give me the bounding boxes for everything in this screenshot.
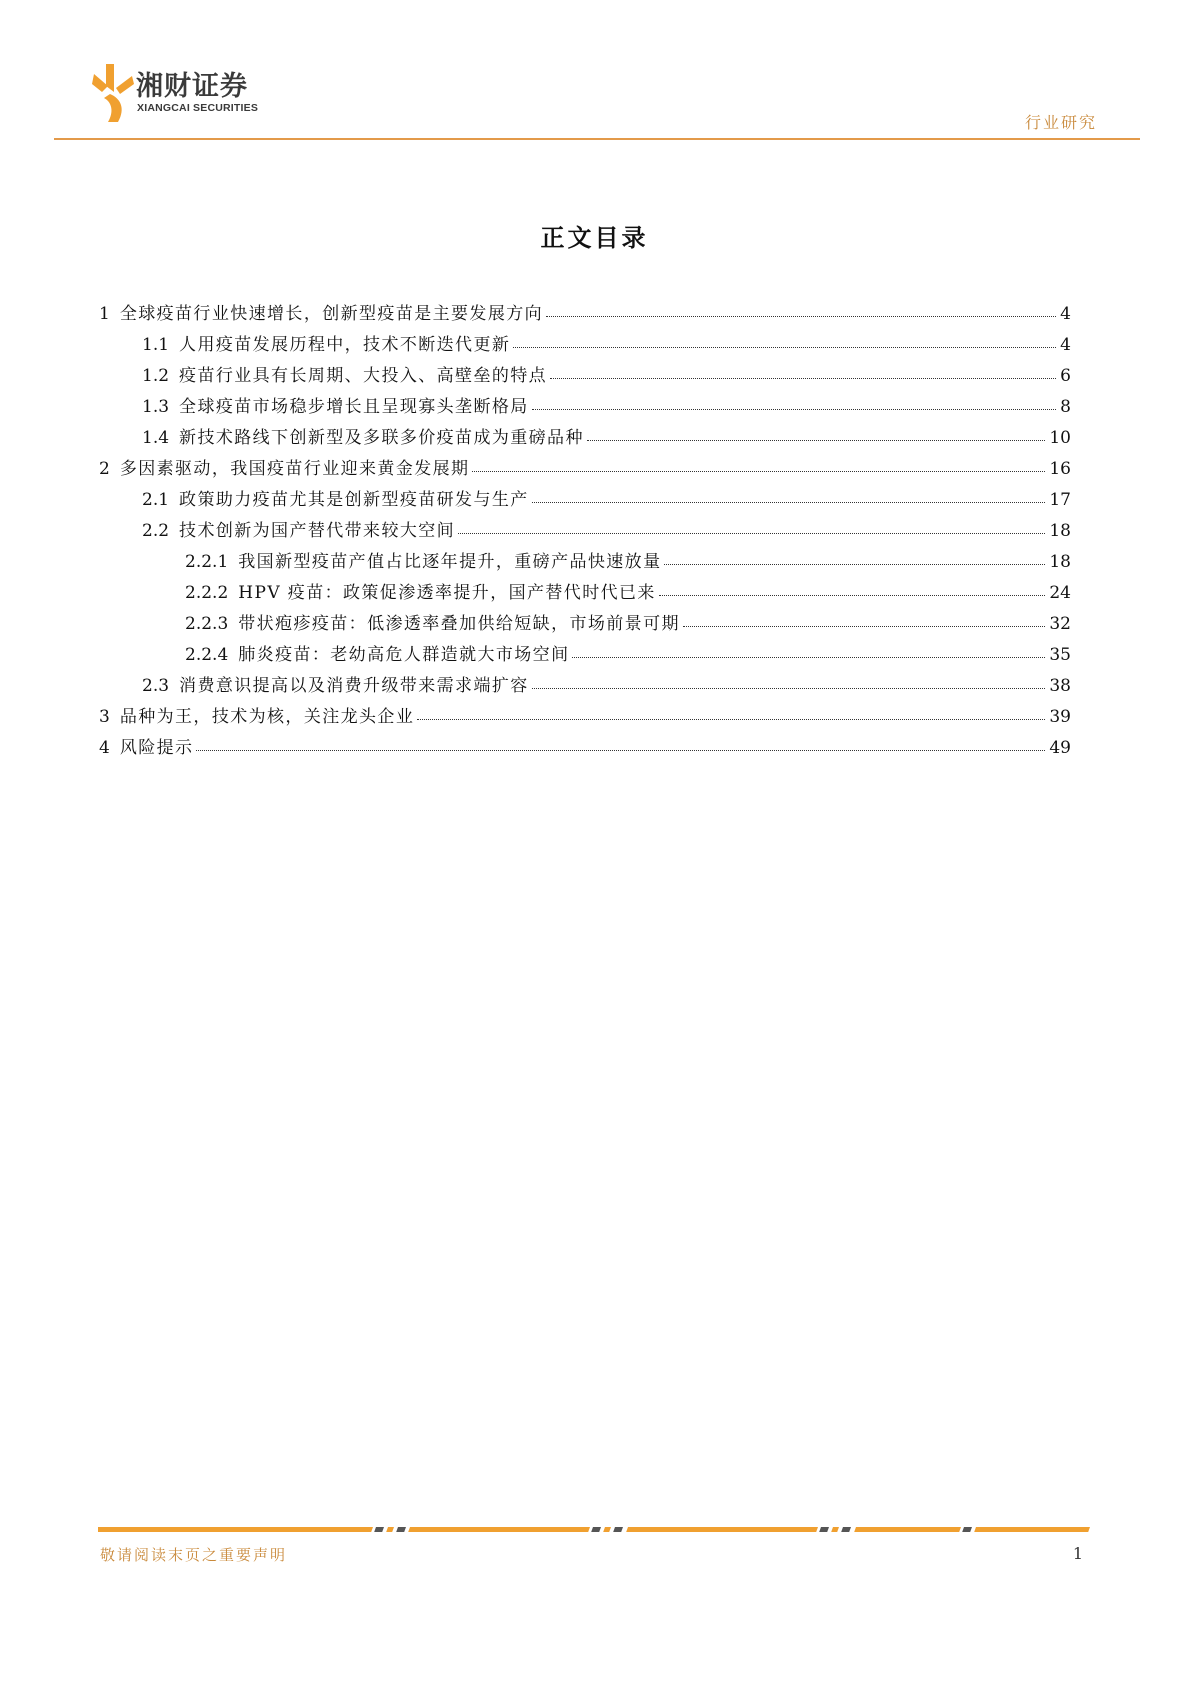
toc-leader-dots [532, 687, 1046, 689]
logo-chinese-name: 湘财证券 [136, 71, 248, 102]
toc-entry-page: 10 [1049, 428, 1071, 448]
toc-leader-dots [532, 408, 1057, 410]
table-of-contents [99, 299, 1071, 764]
toc-entry-page: 32 [1049, 614, 1071, 634]
toc-entry-page: 39 [1049, 707, 1071, 727]
toc-entry-page: 35 [1049, 645, 1071, 665]
toc-leader-dots [550, 377, 1056, 379]
logo-mark-icon [92, 62, 136, 124]
toc-entry[interactable] [99, 733, 1071, 764]
toc-entry-number: 1.3 [142, 397, 170, 417]
toc-entry-text: 疫苗行业具有长周期、大投入、高壁垒的特点 [179, 366, 548, 386]
toc-entry[interactable] [99, 516, 1071, 547]
toc-leader-dots [458, 532, 1045, 534]
toc-leader-dots [532, 501, 1046, 503]
toc-entry-page: 24 [1049, 583, 1071, 603]
toc-entry-text: 消费意识提高以及消费升级带来需求端扩容 [179, 676, 529, 696]
toc-entry[interactable] [99, 702, 1071, 733]
toc-entry-number: 2.2.2 [185, 583, 229, 603]
toc-entry-page: 6 [1060, 366, 1071, 386]
header-divider [54, 138, 1140, 140]
toc-entry-number: 1.4 [142, 428, 170, 448]
toc-entry-text: 品种为王，技术为核，关注龙头企业 [119, 707, 415, 727]
toc-leader-dots [196, 749, 1045, 751]
toc-entry-number: 2.1 [142, 490, 170, 510]
page-header [0, 0, 1189, 150]
toc-entry[interactable] [99, 485, 1071, 516]
toc-leader-dots [664, 563, 1045, 565]
toc-entry-number: 2.2 [142, 521, 170, 541]
toc-entry-number: 3 [99, 707, 110, 727]
toc-entry[interactable] [99, 330, 1071, 361]
toc-entry-number: 2.2.3 [185, 614, 229, 634]
toc-entry-text: 人用疫苗发展历程中，技术不断迭代更新 [179, 335, 511, 355]
toc-entry-text: 风险提示 [119, 738, 194, 758]
toc-title: 正文目录 [540, 224, 649, 252]
page-number: 1 [1072, 1544, 1083, 1563]
toc-entry[interactable] [99, 578, 1071, 609]
toc-entry-text: 肺炎疫苗：老幼高危人群造就大市场空间 [238, 645, 570, 665]
toc-entry-text: 政策助力疫苗尤其是创新型疫苗研发与生产 [179, 490, 529, 510]
toc-entry-page: 4 [1060, 304, 1071, 324]
toc-leader-dots [417, 718, 1045, 720]
toc-entry-number: 2.2.1 [185, 552, 229, 572]
toc-entry[interactable] [99, 671, 1071, 702]
toc-leader-dots [572, 656, 1045, 658]
toc-entry-text: 全球疫苗行业快速增长，创新型疫苗是主要发展方向 [119, 304, 544, 324]
toc-entry-page: 8 [1060, 397, 1071, 417]
toc-entry-text: 全球疫苗市场稳步增长且呈现寡头垄断格局 [179, 397, 529, 417]
toc-entry-text: 带状疱疹疫苗：低渗透率叠加供给短缺，市场前景可期 [238, 614, 680, 634]
toc-entry-text: 多因素驱动，我国疫苗行业迎来黄金发展期 [119, 459, 470, 479]
toc-entry-text: HPV 疫苗：政策促渗透率提升，国产替代时代已来 [238, 583, 656, 603]
toc-leader-dots [472, 470, 1045, 472]
report-category: 行业研究 [1024, 113, 1097, 132]
toc-entry-page: 18 [1049, 521, 1071, 541]
footer-decorative-bar [98, 1527, 1090, 1532]
footer-notice: 敬请阅读末页之重要声明 [100, 1546, 288, 1564]
toc-entry-page: 18 [1049, 552, 1071, 572]
toc-entry-number: 1.2 [142, 366, 170, 386]
toc-entry-page: 49 [1049, 738, 1071, 758]
toc-entry-text: 技术创新为国产替代带来较大空间 [179, 521, 456, 541]
toc-leader-dots [546, 315, 1056, 317]
toc-entry-number: 4 [99, 738, 110, 758]
toc-entry-page: 17 [1049, 490, 1071, 510]
toc-entry-number: 2.2.4 [185, 645, 229, 665]
toc-entry[interactable] [99, 361, 1071, 392]
toc-entry-page: 4 [1060, 335, 1071, 355]
toc-entry-number: 2.3 [142, 676, 170, 696]
toc-leader-dots [683, 625, 1045, 627]
toc-entry[interactable] [99, 609, 1071, 640]
toc-leader-dots [659, 594, 1046, 596]
toc-entry-text: 新技术路线下创新型及多联多价疫苗成为重磅品种 [179, 428, 584, 448]
toc-entry-number: 1.1 [142, 335, 170, 355]
toc-entry-page: 38 [1049, 676, 1071, 696]
toc-leader-dots [587, 439, 1046, 441]
toc-entry-number: 1 [99, 304, 110, 324]
toc-entry[interactable] [99, 423, 1071, 454]
toc-entry[interactable] [99, 454, 1071, 485]
company-logo [92, 62, 292, 132]
logo-english-name: XIANGCAI SECURITIES [137, 102, 259, 114]
toc-entry[interactable] [99, 299, 1071, 330]
toc-entry-page: 16 [1049, 459, 1071, 479]
toc-entry-number: 2 [99, 459, 110, 479]
toc-entry[interactable] [99, 547, 1071, 578]
toc-entry-text: 我国新型疫苗产值占比逐年提升，重磅产品快速放量 [238, 552, 662, 572]
toc-leader-dots [513, 346, 1056, 348]
toc-entry[interactable] [99, 392, 1071, 423]
toc-entry[interactable] [99, 640, 1071, 671]
